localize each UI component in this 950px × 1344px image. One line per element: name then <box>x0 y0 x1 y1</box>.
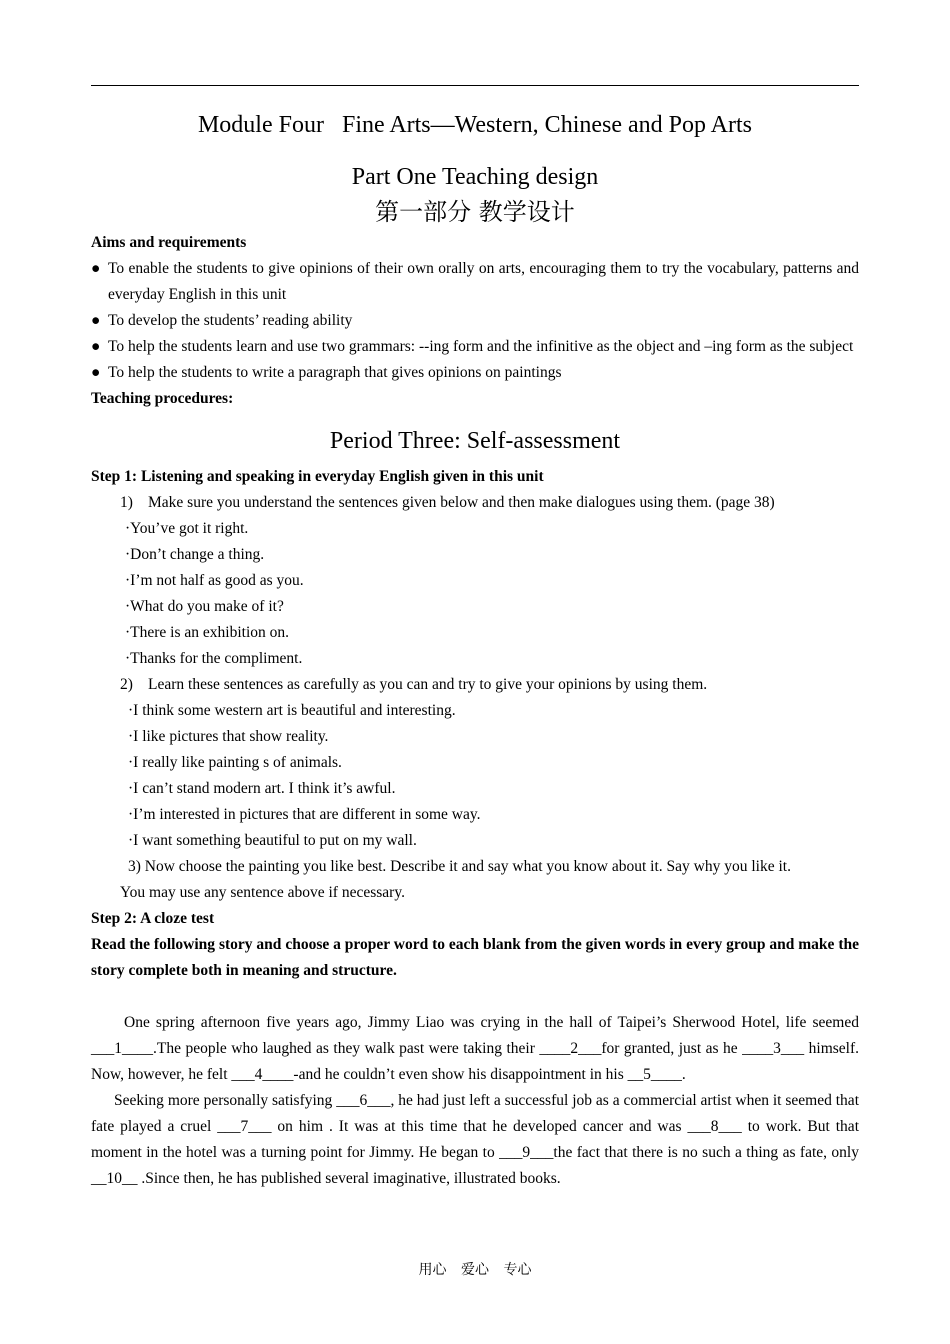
item-text: Make sure you understand the sentences given below and then make dialogues using them. (page 38) <box>148 494 775 511</box>
sentence-line: ·I want something beautiful to put on my wall. <box>128 832 417 849</box>
sentence-line: ·There is an exhibition on. <box>125 624 289 641</box>
sentence-line: ·You’ve got it right. <box>125 520 249 537</box>
part-title-chinese: 第一部分 教学设计 <box>375 198 575 226</box>
step1-item3-continued: You may use any sentence above if necessary. <box>120 884 405 901</box>
step1-item3: 3) Now choose the painting you like best. Describe it and say what you know about it. Say why you like it. <box>128 858 791 875</box>
aim-text: To help the students learn and use two grammars: --ing form and the infinitive as the object and –ing form as the subject <box>108 338 854 355</box>
aim-item <box>91 256 859 308</box>
item-number: 1) <box>120 494 133 511</box>
sentence-line: ·Don’t change a thing. <box>125 546 265 563</box>
step2-heading: Step 2: A cloze test <box>91 910 215 927</box>
procedures-heading: Teaching procedures: <box>91 390 234 407</box>
cloze-paragraph-2: Seeking more personally satisfying ___6___, he had just left a successful job as a commercial artist when it seemed that fate played a cruel ___7___ on him . It was at this time that he developed cancer and was ___8___ to work. But that moment in the hotel was a turning point for Jimmy. He began to ___9___the fact that there is no such a thing as fate, only __10__ .Since then, he has published several imaginative, illustrated books. <box>91 1092 859 1187</box>
document-body <box>91 108 859 1192</box>
page-footer: 用心 爱心 专心 <box>418 1262 532 1278</box>
part-title: Part One Teaching design <box>351 164 599 190</box>
step2-instruction: Read the following story and choose a proper word to each blank from the given words in every group and make the story complete both in meaning and structure. <box>91 936 859 979</box>
step1-heading: Step 1: Listening and speaking in everyday English given in this unit <box>91 468 544 485</box>
item-number: 2) <box>120 676 133 693</box>
bullet-icon: ● <box>91 312 101 329</box>
aim-text: To develop the students’ reading ability <box>108 312 353 329</box>
sentence-line: ·I’m not half as good as you. <box>125 572 304 589</box>
module-title: Module Four Fine Arts—Western, Chinese and Pop Arts <box>197 112 753 138</box>
sentence-line: ·I think some western art is beautiful and interesting. <box>128 702 456 719</box>
sentence-line: ·I like pictures that show reality. <box>128 728 329 745</box>
header-rule <box>91 85 859 86</box>
bullet-icon: ● <box>91 260 101 277</box>
step1-item2 <box>91 672 859 698</box>
aim-text: To help the students to write a paragraph that gives opinions on paintings <box>108 364 562 381</box>
aim-item <box>91 360 859 386</box>
sentence-line: ·I’m interested in pictures that are different in some way. <box>128 806 481 823</box>
item-text: Learn these sentences as carefully as you can and try to give your opinions by using them. <box>148 676 708 693</box>
period-title: Period Three: Self-assessment <box>329 428 621 454</box>
sentence-line: ·I can’t stand modern art. I think it’s awful. <box>128 780 396 797</box>
sentence-line: ·I really like painting s of animals. <box>128 754 342 771</box>
aim-item <box>91 334 859 360</box>
sentence-line: ·Thanks for the compliment. <box>125 650 303 667</box>
aim-item <box>91 308 859 334</box>
sentence-line: ·What do you make of it? <box>125 598 284 615</box>
aims-heading: Aims and requirements <box>91 234 247 251</box>
aim-text: To enable the students to give opinions of their own orally on arts, encouraging them to try the vocabulary, patterns and everyday English in this unit <box>108 260 859 303</box>
cloze-paragraph-1: One spring afternoon five years ago, Jimmy Liao was crying in the hall of Taipei’s Sherwood Hotel, life seemed ___1____.The people who laughed as they walk past were taking their ____2___for granted, just as he ____3___ himself. Now, however, he felt ___4____-and he couldn’t even show his disappointment in his __5____. <box>91 1014 859 1083</box>
bullet-icon: ● <box>91 338 101 355</box>
bullet-icon: ● <box>91 364 101 381</box>
step1-item1 <box>91 490 859 516</box>
spacer <box>91 984 859 1010</box>
